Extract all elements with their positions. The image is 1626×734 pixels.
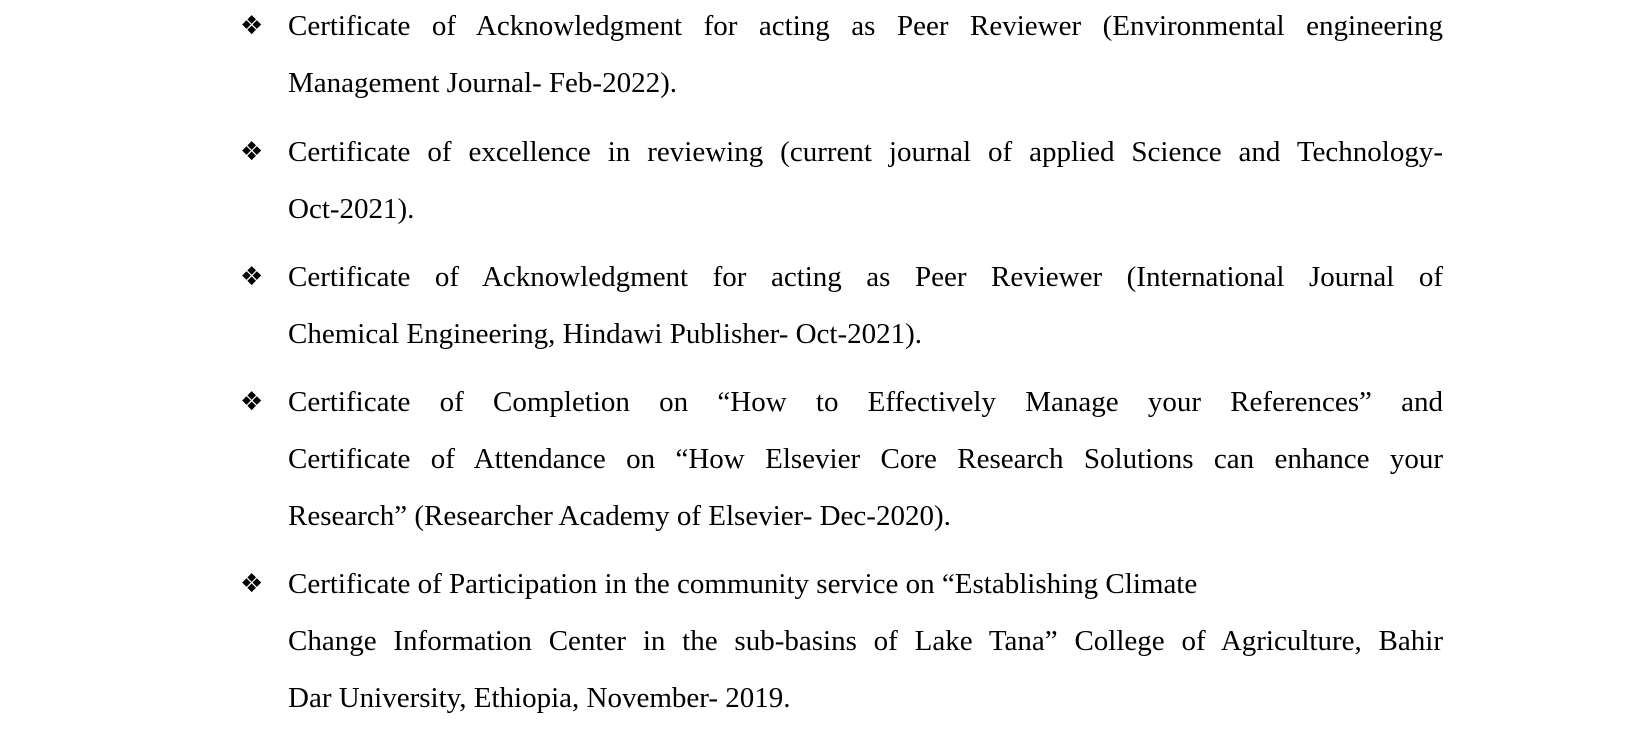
text-line: Certificate of Acknowledgment for acting as Peer Reviewer (International Journal of [288,261,1443,293]
text-line: Certificate of excellence in reviewing (current journal of applied Science and Technology- [288,136,1443,168]
diamond-bullet-icon: ❖ [240,137,264,167]
text-line: Certificate of Acknowledgment for acting as Peer Reviewer (Environmental engineering [288,10,1443,42]
text-line: Certificate of Completion on “How to Effectively Manage your References” and [288,386,1443,418]
list-item-text [288,124,1443,238]
diamond-bullet-icon: ❖ [240,387,264,417]
text-line: Management Journal- Feb-2022). [288,67,677,99]
diamond-bullet-icon: ❖ [240,11,264,41]
diamond-bullet-icon: ❖ [240,262,264,292]
text-line: Oct-2021). [288,193,415,225]
text-line: Certificate of Participation in the community service on “Establishing Climate [288,568,1198,600]
text-line: Dar University, Ethiopia, November- 2019. [288,682,791,714]
text-line: Research” (Researcher Academy of Elsevier- Dec-2020). [288,500,951,532]
text-line: Chemical Engineering, Hindawi Publisher- Oct-2021). [288,318,923,350]
text-line: Certificate of Attendance on “How Elsevier Core Research Solutions can enhance your [288,443,1443,475]
list-item-text [288,556,1443,727]
text-line: Change Information Center in the sub-basins of Lake Tana” College of Agriculture, Bahir [288,625,1443,657]
list-item-text [288,374,1443,545]
diamond-bullet-icon: ❖ [240,569,264,599]
list-item-text [288,249,1443,363]
list-item-text [288,0,1443,112]
